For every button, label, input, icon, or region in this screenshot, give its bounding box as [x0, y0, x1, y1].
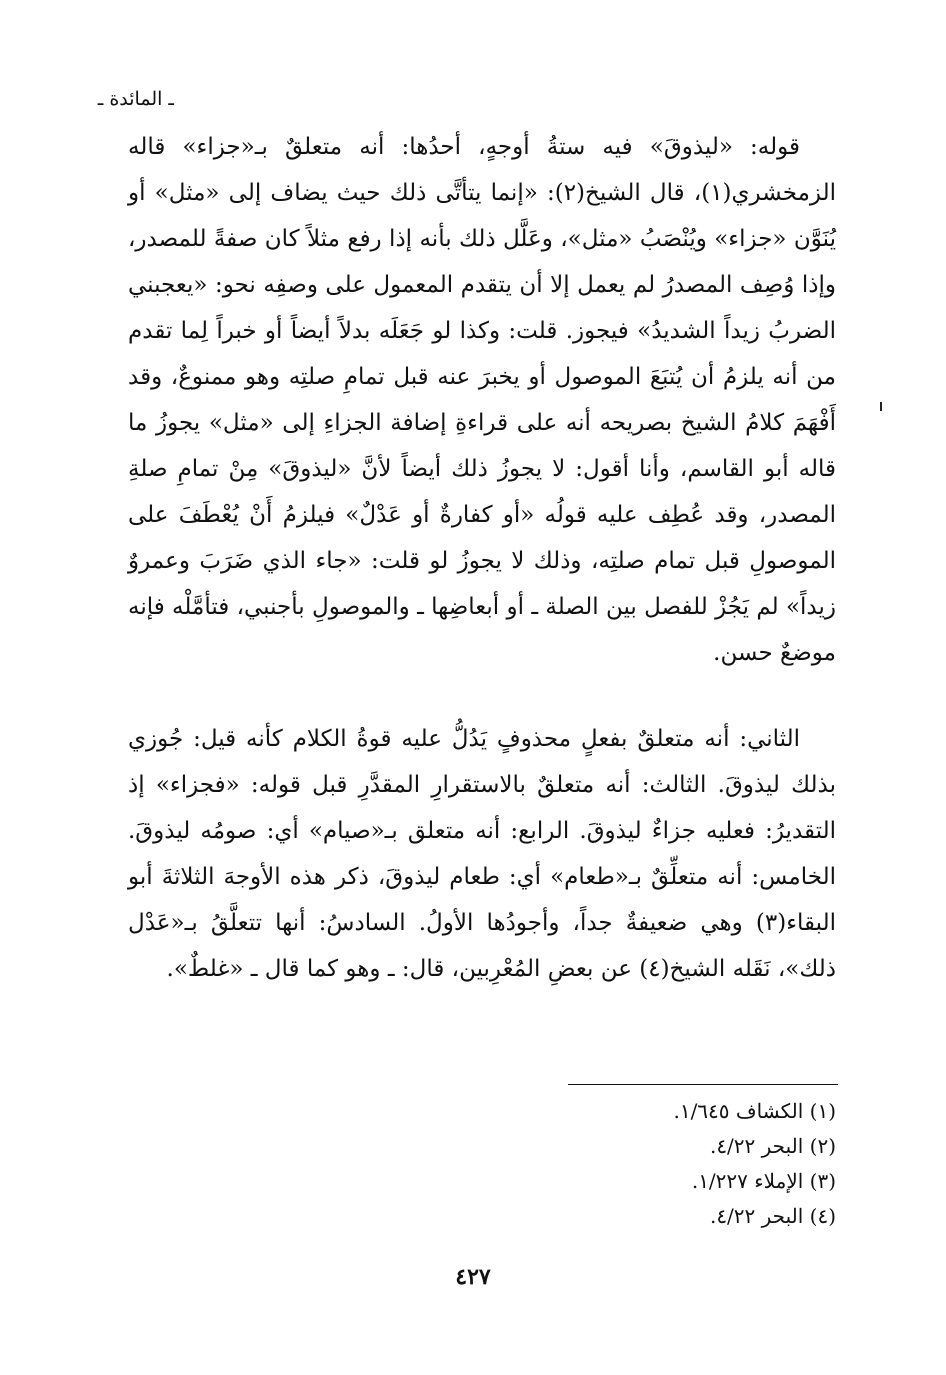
page-number: ٤٢٧ — [455, 1264, 491, 1290]
footnote-3: (٣) الإملاء ١/٢٢٧. — [691, 1169, 836, 1193]
footnote-4: (٤) البحر ٤/٢٢. — [709, 1204, 836, 1228]
footnote-divider — [568, 1084, 838, 1085]
footnote-2: (٢) البحر ٤/٢٢. — [709, 1134, 836, 1158]
footnote-1: (١) الكشاف ١/٦٤٥. — [673, 1099, 836, 1123]
running-header: ـ المائدة ـ — [97, 88, 174, 110]
footnotes-list — [673, 1094, 836, 1234]
paragraph-2: الثاني: أنه متعلقٌ بفعلٍ محذوفٍ يَدُلُّ عليه قوةُ الكلام كأنه قيل: جُوزي بذلك ليذوقَ. الثالث: أنه متعلقٌ بالاستقرارِ المقدَّرِ قبل قوله: «فجزاء» إذ التقديرُ: فعليه جزاءٌ ليذوقَ. الرابع: أنه متعلق بـ«صيام» أي: صومُه ليذوقَ. الخامس: أنه متعلِّقٌ بـ«طعام» أي: طعام ليذوقَ، ذكر هذه الأوجهَ الثلاثةَ أبو البقاء(٣) وهي ضعيفةٌ جداً، وأجودُها الأولُ. السادسُ: أنها تتعلَّقُ بـ«عَدْل ذلك»، نَقَله الشيخ(٤) عن بعضِ المُعْرِبين، قال: ـ وهو كما قال ـ «غلطٌ». — [128, 726, 836, 982]
main-text-block-1 — [128, 124, 836, 676]
margin-mark — [880, 402, 882, 411]
main-text-block-2 — [128, 716, 836, 992]
paragraph-1: قوله: «ليذوقَ» فيه ستةُ أوجهٍ، أحدُها: أنه متعلقٌ بـ«جزاء» قاله الزمخشري(١)، قال الشيخ(٢): «إنما يتأتَّى ذلك حيث يضاف إلى «مثل» أو يُنَوَّن «جزاء» ويُنْصَبُ «مثل»، وعَلَّل ذلك بأنه إذا رفع مثلاً كان صفةً للمصدر، وإذا وُصِف المصدرُ لم يعمل إلا أن يتقدم المعمول على وصفِه نحو: «يعجبني الضربُ زيداً الشديدُ» فيجوز. قلت: وكذا لو جَعَلَه بدلاً أيضاً أو خبراً لِما تقدم من أنه يلزمُ أن يُتبَعَ الموصول أو يخبرَ عنه قبل تمامِ صلتِه وهو ممنوعٌ، وقد أَفْهَمَ كلامُ الشيخ بصريحه أنه على قراءةِ إضافة الجزاءِ إلى «مثل» يجوزُ ما قاله أبو القاسم، وأنا أقول: لا يجوزُ ذلك أيضاً لأنَّ «ليذوقَ» مِنْ تمامِ صلةِ المصدر، وقد عُطِف عليه قولُه «أو كفارةٌ أو عَدْلٌ» فيلزمُ أَنْ يُعْطَفَ على الموصولِ قبل تمام صلتِه، وذلك لا يجوزُ لو قلت: «جاء الذي ضَرَبَ وعمروٌ زيداً» لم يَجُزْ للفصل بين الصلة ـ أو أبعاضِها ـ والموصولِ بأجنبي، فتأمَّلْه فإنه موضعٌ حسن. — [128, 134, 836, 666]
